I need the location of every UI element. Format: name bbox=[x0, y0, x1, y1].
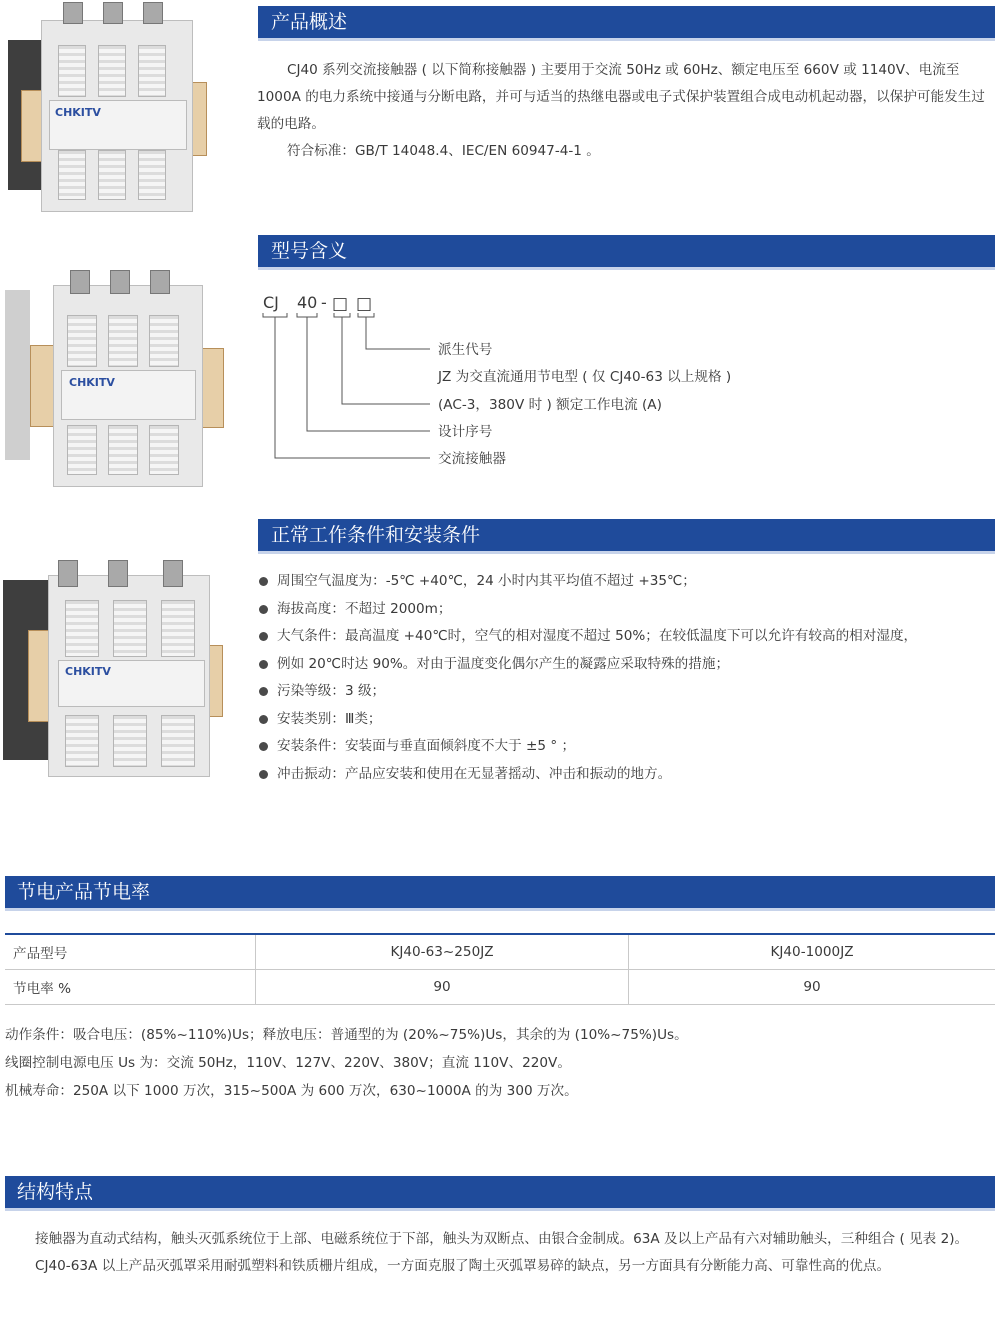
section-header-model bbox=[258, 235, 995, 267]
note-life: 机械寿命：250A 以下 1000 万次，315~500A 为 600 万次，630~1000A 的为 300 万次。 bbox=[5, 1083, 578, 1099]
saving-table bbox=[5, 933, 995, 1005]
list-item: 安装条件：安装面与垂直面倾斜度不大于 ±5 ° ； bbox=[259, 733, 995, 761]
brand-logo: CHKITV bbox=[65, 665, 111, 678]
brand-logo: CHKITV bbox=[69, 376, 115, 389]
table-cell: 90 bbox=[629, 970, 996, 1005]
code-prefix: CJ bbox=[263, 293, 279, 312]
model-label-current: (AC-3，380V 时 ) 额定工作电流 (A) bbox=[438, 397, 662, 413]
section-header-conditions bbox=[258, 519, 995, 551]
note-action: 动作条件：吸合电压：(85%~110%)Us；释放电压：普通型的为 (20%~75%)Us，其余的为 (10%~75%)Us。 bbox=[5, 1027, 688, 1043]
overview-standard: 符合标准：GB/T 14048.4、IEC/EN 60947-4-1 。 bbox=[287, 143, 600, 159]
product-image-2 bbox=[5, 270, 225, 490]
code-box-2: □ bbox=[356, 294, 373, 314]
product-image-1 bbox=[3, 0, 208, 215]
structure-paragraph-2: CJ40-63A 以上产品灭弧罩采用耐弧塑料和铁质栅片组成，一方面克服了陶土灭弧罩易碎的缺点，另一方面具有分断能力高、可靠性高的优点。 bbox=[35, 1258, 891, 1274]
list-item: 冲击振动：产品应安装和使用在无显著摇动、冲击和振动的地方。 bbox=[259, 761, 995, 789]
section-header-structure bbox=[5, 1176, 995, 1208]
table-header-cell: 产品型号 bbox=[5, 934, 256, 970]
list-item: 大气条件：最高温度 +40℃时，空气的相对湿度不超过 50%；在较低温度下可以允许有较高的相对湿度， bbox=[259, 623, 995, 651]
model-label-design: 设计序号 bbox=[438, 424, 493, 440]
continuation-text: 例如 20℃时达 90%。对由于温度变化偶尔产生的凝露应采取特殊的措施； bbox=[277, 655, 730, 672]
table-row bbox=[5, 970, 995, 1005]
model-code-diagram bbox=[255, 285, 775, 480]
model-label-derivative: 派生代号 bbox=[438, 342, 493, 358]
section-title: 正常工作条件和安装条件 bbox=[271, 524, 481, 546]
section-header-overview bbox=[258, 6, 995, 38]
table-cell: 90 bbox=[256, 970, 629, 1005]
brand-logo: CHKITV bbox=[55, 106, 101, 119]
list-item: 海拔高度：不超过 2000m； bbox=[259, 596, 995, 624]
code-dash: - bbox=[321, 293, 327, 312]
list-item: 安装类别：Ⅲ类； bbox=[259, 706, 995, 734]
table-header-row bbox=[5, 934, 995, 970]
section-title: 结构特点 bbox=[17, 1181, 94, 1203]
model-label-jz: JZ 为交直流通用节电型 ( 仅 CJ40-63 以上规格 ) bbox=[438, 369, 732, 385]
conditions-list bbox=[259, 568, 995, 788]
list-item: 污染等级：3 级； bbox=[259, 678, 995, 706]
list-item-continuation bbox=[259, 651, 995, 679]
table-header-cell: KJ40-63~250JZ bbox=[256, 934, 629, 970]
overview-paragraph: CJ40 系列交流接触器 ( 以下简称接触器 ) 主要用于交流 50Hz 或 60Hz、额定电压至 660V 或 1140V、电流至 1000A 的电力系统中接通与分断电路，并可与适当的热继电器或电子式保护装置组合成电动机起动器，以保护可能发生过载的电路。 bbox=[257, 62, 985, 132]
code-number: 40 bbox=[297, 293, 318, 312]
structure-paragraph-1: 接触器为直动式结构，触头灭弧系统位于上部、电磁系统位于下部，触头为双断点、由银合金制成。63A 及以上产品有六对辅助触头，三种组合 ( 见表 2)。 bbox=[35, 1231, 969, 1247]
section-title: 节电产品节电率 bbox=[17, 881, 151, 903]
note-voltage: 线圈控制电源电压 Us 为：交流 50Hz，110V、127V、220V、380V；直流 110V、220V。 bbox=[5, 1055, 571, 1071]
product-image-3 bbox=[3, 560, 223, 780]
list-item: 周围空气温度为：-5℃ +40℃，24 小时内其平均值不超过 +35℃； bbox=[259, 568, 995, 596]
table-cell: 节电率 % bbox=[5, 970, 256, 1005]
model-label-contactor: 交流接触器 bbox=[438, 451, 506, 467]
section-title: 型号含义 bbox=[271, 240, 348, 262]
section-title: 产品概述 bbox=[271, 11, 348, 33]
section-header-saving bbox=[5, 876, 995, 908]
code-box-1: □ bbox=[332, 294, 349, 314]
table-header-cell: KJ40-1000JZ bbox=[629, 934, 996, 970]
